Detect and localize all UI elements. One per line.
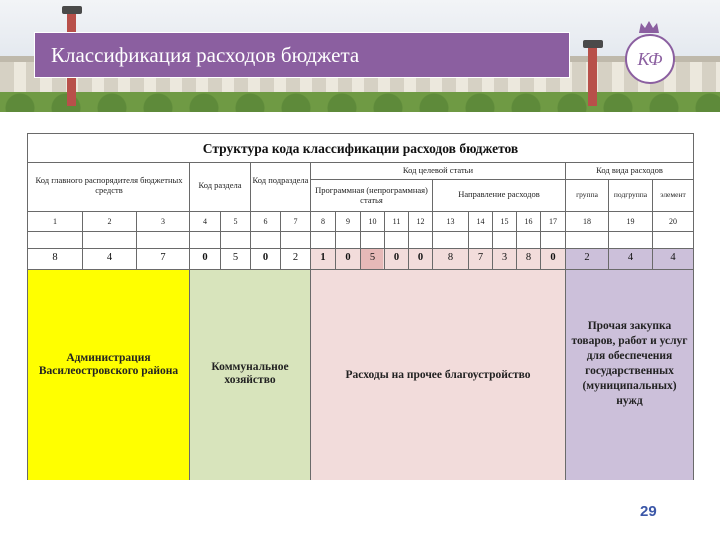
code-digit: 5 <box>369 252 376 263</box>
header-section: Код раздела <box>198 180 242 190</box>
column-number: 11 <box>392 217 401 226</box>
code-digit: 3 <box>501 252 508 263</box>
column-number: 2 <box>107 217 112 226</box>
column-number: 10 <box>368 217 377 226</box>
description-target-article: Расходы на прочее благоустройство <box>345 369 531 381</box>
column-number: 16 <box>524 217 533 226</box>
column-number: 9 <box>346 217 350 226</box>
description-main-manager: Администрация Василеостровского района <box>38 352 179 378</box>
column-number: 8 <box>321 217 325 226</box>
column-number: 7 <box>293 217 298 226</box>
column-number: 12 <box>416 217 425 226</box>
code-digit: 0 <box>417 252 424 263</box>
code-digit: 4 <box>106 252 113 263</box>
rostral-column-top <box>583 40 603 48</box>
title-bar <box>34 32 570 78</box>
page-title: Классификация расходов бюджета <box>51 42 360 67</box>
code-digit: 5 <box>232 252 239 263</box>
table-title: Структура кода классификации расходов бюджетов <box>202 141 519 156</box>
column-number: 3 <box>161 217 165 226</box>
code-digit: 8 <box>447 252 454 263</box>
header-subgroup: подгруппа <box>613 190 648 199</box>
column-number: 19 <box>626 217 635 226</box>
header-subsection: Код подраздела <box>252 175 309 185</box>
code-digit: 0 <box>345 252 351 263</box>
column-number: 1 <box>53 217 57 226</box>
column-number: 13 <box>446 217 455 226</box>
column-number: 18 <box>583 217 591 226</box>
pink-block <box>311 248 565 480</box>
column-number: 14 <box>476 217 485 226</box>
trees <box>0 92 720 112</box>
code-digit: 8 <box>52 252 58 263</box>
rostral-column-top <box>62 6 82 14</box>
header-expense-type: Код вида расходов <box>596 165 663 175</box>
rostral-column-right <box>588 48 597 106</box>
column-number: 4 <box>203 217 207 226</box>
header-direction: Направление расходов <box>458 189 540 199</box>
column-number: 17 <box>549 217 557 226</box>
code-digit: 0 <box>262 252 269 263</box>
code-digit: 0 <box>550 252 556 263</box>
code-digit: 2 <box>584 252 590 263</box>
code-digit: 8 <box>525 252 532 263</box>
code-digit: 0 <box>202 252 208 263</box>
description-section: Коммунальное хозяйство <box>211 361 289 387</box>
code-digit: 4 <box>670 252 676 263</box>
header-main-manager: Код главного распорядителя бюджетных средств <box>35 175 183 195</box>
code-digit: 4 <box>627 252 634 263</box>
description-expense-type: Прочая закупка товаров, работ и услуг для обеспечения государственных (муниципальных) нужд <box>571 320 688 407</box>
code-digit: 7 <box>477 252 484 263</box>
code-digit: 2 <box>292 252 299 263</box>
column-number: 15 <box>500 217 509 226</box>
header-target-article: Код целевой статьи <box>402 165 474 175</box>
header-program-article: Программная (непрограммная) статья <box>315 185 428 205</box>
code-digit: 1 <box>320 252 326 263</box>
logo-text: КФ <box>637 48 663 69</box>
crown-icon <box>637 20 661 34</box>
code-digit: 0 <box>393 252 400 263</box>
header-group: группа <box>576 190 598 199</box>
column-number: 6 <box>263 217 268 226</box>
code-digit: 7 <box>160 252 166 263</box>
column-number: 20 <box>669 217 677 226</box>
column-number: 5 <box>233 217 238 226</box>
header-element: элемент <box>660 190 686 199</box>
page-number: 29 <box>640 503 657 520</box>
logo <box>625 34 675 84</box>
